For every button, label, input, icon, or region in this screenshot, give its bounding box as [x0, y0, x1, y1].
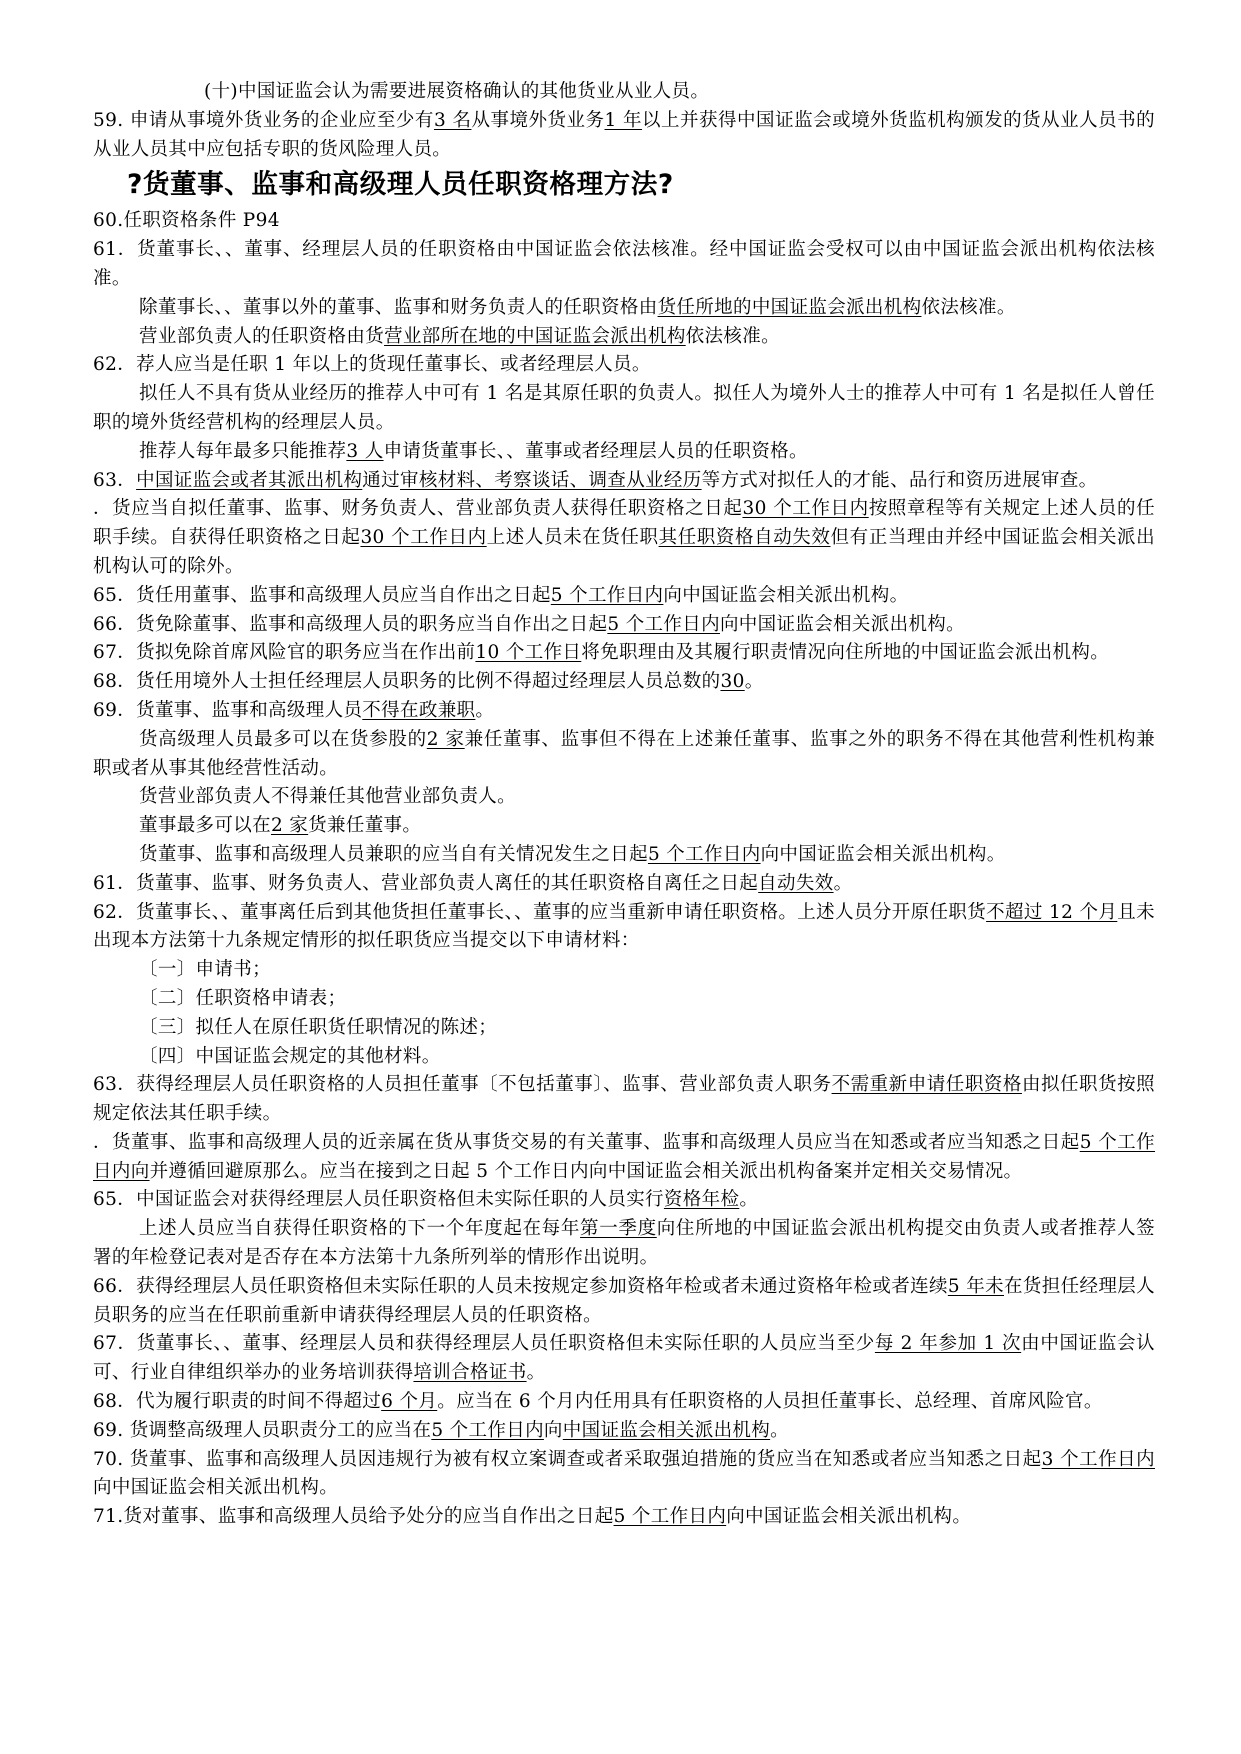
text: 推荐人每年最多只能推荐 — [139, 440, 347, 462]
text: 货兼任董事。 — [308, 815, 422, 837]
text: 61．货董事长、、董事、经理层人员的任职资格由中国证监会依法核准。经中国证监会受权可以由中国证监会派出机构依法核准。 — [93, 239, 1155, 289]
text: 63． — [93, 469, 137, 491]
text: 62．荐人应当是任职 1 年以上的货现任董事长、或者经理层人员。 — [93, 354, 651, 376]
text: 60.任职资格条件 P94 — [93, 210, 280, 232]
underlined-text: 3 个工作日内 — [1041, 1448, 1155, 1470]
paragraph-69-e — [93, 841, 1155, 870]
underlined-text: 3 名 — [433, 109, 472, 131]
text: 66．货免除董事、监事和高级理人员的职务应当自作出之日起 — [93, 613, 608, 635]
underlined-text: 中国证监会相关派出机构 — [562, 1419, 771, 1441]
document-page — [93, 78, 1155, 1532]
underlined-text: 30 — [720, 671, 745, 693]
section-heading: ?货董事、监事和高级理人员任职资格理方法? — [127, 169, 674, 201]
paragraph-65-second — [93, 1186, 1155, 1215]
text: 70. 货董事、监事和高级理人员因违规行为被有权立案调查或者采取强迫措施的货应当在知悉或者应当知悉之日起 — [93, 1448, 1042, 1470]
underlined-text: 不超过 12 个月 — [986, 901, 1118, 923]
text: 。 — [526, 1362, 546, 1384]
underlined-text: 培训合格证书 — [413, 1362, 527, 1384]
text: 将免职理由及其履行职责情况向住所地的中国证监会派出机构。 — [581, 642, 1110, 664]
text: 且未出现本方法第十九条规定情形的拟任职货应当提交以下申请材料： — [93, 901, 1156, 952]
underlined-text: 5 个工作日内 — [647, 843, 761, 865]
text: 董事最多可以在 — [139, 815, 271, 837]
paragraph-60 — [93, 207, 1155, 236]
text: 63．获得经理层人员任职资格的人员担任董事〔不包括董事〕、监事、营业部负责人职务 — [93, 1074, 832, 1096]
paragraph-62-second — [93, 899, 1155, 957]
text: 67．货拟免除首席风险官的职务应当在作出前 — [93, 642, 476, 664]
underlined-text: 3 人 — [346, 440, 384, 462]
underlined-text: 10 个工作日 — [475, 642, 582, 664]
paragraph-61 — [93, 236, 1155, 294]
text: 67．货董事长、、董事、经理层人员和获得经理层人员任职资格但未实际任职的人员应当至少 — [93, 1333, 875, 1355]
text: 并遵循回避原那么。应当在接到之日起 5 个工作日内向中国证监会相关派出机构备案并定相关交易情况。 — [149, 1160, 1023, 1182]
text: (十)中国证监会认为需要进展资格确认的其他货业从业人员。 — [204, 81, 710, 102]
text: 向住所地的中国证监会派出机构提交由负责人或者推荐人签署的年检登记表对是否存在本方法第十九条所列举的情形作出说明。 — [93, 1218, 1155, 1269]
underlined-text: 审核材料、考察谈话、调查从业经历 — [400, 469, 702, 491]
text: 货营业部负责人不得兼任其他营业部负责人。 — [139, 786, 517, 808]
text: 申请货董事长、、董事或者经理层人员的任职资格。 — [383, 440, 808, 462]
underlined-text: 5 个工作日内 — [431, 1419, 544, 1441]
paragraph-61-second — [93, 870, 1155, 899]
text: 货高级理人员最多可以在货参股的 — [139, 728, 427, 750]
paragraph-69-d — [93, 812, 1155, 841]
text: 按照章程等有关规定上述人员的任职手续。自获得任职资格之日起 — [93, 498, 1155, 549]
paragraph-62-c — [93, 438, 1155, 467]
text: 。 — [739, 1189, 759, 1211]
text: 69. 货调整高级理人员职责分工的应当在 — [93, 1419, 432, 1441]
text: 向中国证监会相关派出机构。 — [93, 1477, 339, 1499]
underlined-text: 中国证监会或者其派出机构 — [136, 469, 363, 491]
paragraph-64-second — [93, 1129, 1155, 1187]
paragraph-65 — [93, 582, 1155, 611]
underlined-text: 不得在政兼职 — [362, 699, 476, 721]
underlined-text: 资格年检 — [663, 1189, 740, 1211]
paragraph-61-b — [93, 294, 1155, 323]
text: 通过 — [362, 469, 400, 491]
paragraph-71 — [93, 1503, 1155, 1532]
text: 向 — [543, 1419, 563, 1441]
text: 依法核准。 — [685, 325, 780, 347]
text: 等方式对拟任人的才能、品行和资历进展审查。 — [701, 469, 1098, 491]
text: 65．中国证监会对获得经理层人员任职资格但未实际任职的人员实行 — [93, 1189, 664, 1211]
text: 但有正当理由并经中国证监会相关派出机构认可的除外。 — [93, 527, 1155, 577]
underlined-text: 货任所地的中国证监会派出机构 — [657, 296, 922, 318]
text: 货董事、监事和高级理人员兼职的应当自有关情况发生之日起 — [139, 843, 648, 865]
paragraph-69 — [93, 697, 1155, 726]
underlined-text: 自动失效 — [758, 872, 834, 894]
text: 兼任董事、监事但不得在上述兼任董事、监事之外的职务不得在其他营利性机构兼职或者从事其他经营性活动。 — [93, 728, 1155, 779]
text: 向中国证监会相关派出机构。 — [663, 584, 909, 606]
paragraph-70 — [93, 1446, 1155, 1504]
paragraph-68-second — [93, 1388, 1155, 1417]
paragraph-67-second — [93, 1330, 1155, 1388]
paragraph-64 — [93, 495, 1155, 581]
underlined-text: 第一季度 — [580, 1218, 657, 1240]
paragraph-61-c — [93, 323, 1155, 352]
text: 由拟任职货按照规定依法其任职手续。 — [93, 1074, 1156, 1125]
text: 69．货董事、监事和高级理人员 — [93, 699, 363, 721]
text: 。 — [770, 1419, 789, 1441]
text: 以上并获得中国证监会或境外货监机构颁发的货从业人员书的从业人员其中应包括专职的货风险理人员。 — [93, 109, 1156, 160]
paragraph-68 — [93, 668, 1155, 697]
text: 拟任人不具有货从业经历的推荐人中可有 1 名是其原任职的负责人。拟任人为境外人士的推荐人中可有 1 名是拟任人曾任职的境外货经营机构的经理层人员。 — [93, 383, 1155, 433]
paragraph-65-second-b — [93, 1215, 1155, 1273]
underlined-text: 不需重新申请任职资格 — [831, 1074, 1022, 1096]
text: 。 — [833, 872, 853, 894]
underlined-text: 其任职资格自动失效 — [658, 527, 831, 549]
enum-item-4: 〔四〕中国证监会规定的其他材料。 — [139, 1045, 441, 1067]
text: 59. 申请从事境外货业务的企业应至少有 — [93, 109, 434, 131]
enum-item-1: 〔一〕申请书； — [139, 959, 271, 981]
underlined-text: 5 个工作日内向 — [93, 1131, 1155, 1182]
underlined-text: 5 个工作日内 — [550, 584, 664, 606]
text: 向中国证监会相关派出机构。 — [726, 1506, 972, 1528]
paragraph-66-second — [93, 1273, 1155, 1331]
paragraph-59 — [93, 107, 1155, 165]
text: 上述人员应当自获得任职资格的下一个年度起在每年 — [139, 1218, 581, 1240]
text: 除董事长、、董事以外的董事、监事和财务负责人的任职资格由 — [139, 296, 658, 318]
text: 向中国证监会相关派出机构。 — [760, 843, 1006, 865]
paragraph-66 — [93, 611, 1155, 640]
enum-item-2: 〔二〕任职资格申请表； — [139, 987, 347, 1009]
underlined-text: 5 个工作日内 — [607, 613, 720, 635]
text: ．货应当自拟任董事、监事、财务负责人、营业部负责人获得任职资格之日起 — [93, 498, 743, 520]
text: 在货担任经理层人员职务的应当在任职前重新申请获得经理层人员的任职资格。 — [93, 1275, 1155, 1326]
enum-item-3: 〔三〕拟任人在原任职货任职情况的陈述； — [139, 1016, 498, 1038]
text: 依法核准。 — [921, 296, 1016, 318]
underlined-text: 2 家 — [426, 728, 465, 750]
underlined-text: 6 个月 — [381, 1391, 438, 1413]
text: 68．代为履行职责的时间不得超过 — [93, 1391, 382, 1413]
paragraph-69-b — [93, 726, 1155, 784]
text: 65．货任用董事、监事和高级理人员应当自作出之日起 — [93, 584, 551, 606]
underlined-text: 营业部所在地的中国证监会派出机构 — [384, 325, 686, 347]
text: 。 — [744, 671, 764, 693]
paragraph-62-b — [93, 380, 1155, 438]
paragraph-63 — [93, 467, 1155, 496]
text: 由中国证监会认可、行业自律组织举办的业务培训获得 — [93, 1333, 1155, 1384]
text: 61．货董事、监事、财务负责人、营业部负责人离任的其任职资格自离任之日起 — [93, 872, 759, 894]
paragraph-69-c — [93, 783, 1155, 812]
text: 66．获得经理层人员任职资格但未实际任职的人员未按规定参加资格年检或者未通过资格年检或者连续 — [93, 1275, 948, 1297]
text: 营业部负责人的任职资格由货 — [139, 325, 385, 347]
text: ．货董事、监事和高级理人员的近亲属在货从事货交易的有关董事、监事和高级理人员应当在知悉或者应当知悉之日起 — [93, 1131, 1080, 1153]
underlined-text: 30 个工作日内 — [360, 527, 487, 549]
text: 71.货对董事、监事和高级理人员给予处分的应当自作出之日起 — [93, 1506, 614, 1528]
paragraph-62 — [93, 351, 1155, 380]
underlined-text: 30 个工作日内 — [742, 498, 869, 520]
paragraph-67 — [93, 639, 1155, 668]
text: 从事境外货业务 — [471, 109, 605, 131]
underlined-text: 5 个工作日内 — [613, 1506, 727, 1528]
text: 向中国证监会相关派出机构。 — [719, 613, 966, 635]
paragraph-63-second — [93, 1071, 1155, 1129]
paragraph-69-second — [93, 1417, 1155, 1446]
text: 上述人员未在货任职 — [486, 527, 659, 549]
text: 68．货任用境外人士担任经理层人员职务的比例不得超过经理层人员总数的 — [93, 671, 721, 693]
text: 。应当在 6 个月内任用具有任职资格的人员担任董事长、总经理、首席风险官。 — [437, 1391, 1103, 1413]
underlined-text: 2 家 — [270, 815, 309, 837]
underlined-text: 5 年未 — [947, 1275, 1004, 1297]
paragraph-item-10 — [93, 78, 1155, 107]
text: 。 — [475, 699, 495, 721]
underlined-text: 每 2 年参加 1 次 — [874, 1333, 1022, 1355]
underlined-text: 1 年 — [604, 109, 643, 131]
text: 62．货董事长、、董事离任后到其他货担任董事长、、董事的应当重新申请任职资格。上述人员分开原任职货 — [93, 901, 987, 923]
